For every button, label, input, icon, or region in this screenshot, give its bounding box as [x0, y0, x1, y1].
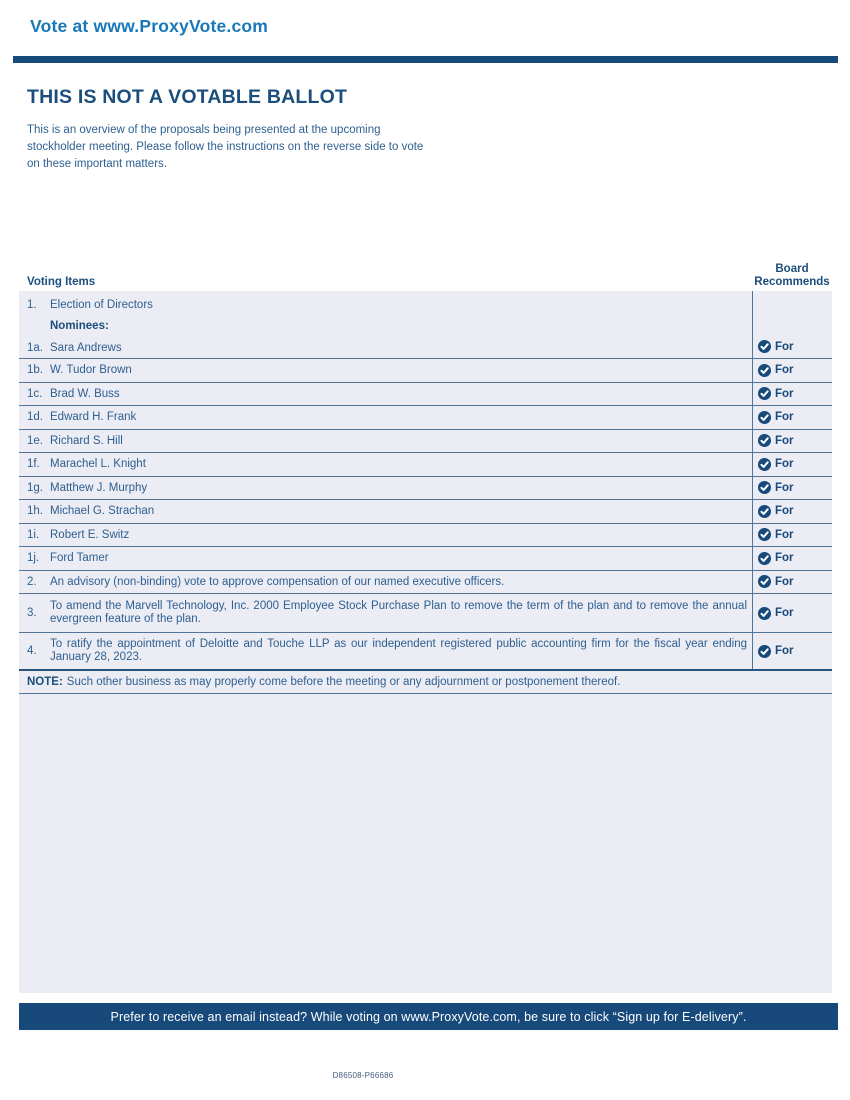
table-row: [19, 500, 832, 524]
item-number: 2.: [27, 575, 37, 588]
check-circle-icon: [758, 607, 771, 620]
recommend-label: For: [775, 387, 794, 400]
check-circle-icon: [758, 364, 771, 377]
nominee-name: Ford Tamer: [50, 552, 109, 565]
item-number: 1.: [27, 299, 37, 311]
edelivery-banner: Prefer to receive an email instead? While voting on www.ProxyVote.com, be sure to click “Sign up for E-delivery”.: [19, 1003, 838, 1030]
intro-paragraph: This is an overview of the proposals being presented at the upcoming stockholder meeting. Please follow the instructions on the reverse side to vote on these important matters.: [27, 124, 424, 170]
item1-cell: [19, 291, 753, 358]
vote-url-heading: Vote at www.ProxyVote.com: [30, 16, 269, 36]
recommend-cell: [753, 430, 832, 453]
header-divider-bar: [13, 56, 838, 63]
recommend-cell: [753, 406, 832, 429]
item-number: 1a.: [27, 342, 43, 354]
item-text: An advisory (non-binding) vote to approve compensation of our named executive officers.: [50, 575, 505, 588]
table-row: [19, 477, 832, 501]
item-number: 1j.: [27, 552, 40, 565]
page-title: THIS IS NOT A VOTABLE BALLOT: [27, 86, 348, 108]
check-circle-icon: [758, 645, 771, 658]
table-empty-area: [19, 694, 832, 993]
recommend-label: For: [775, 528, 794, 541]
recommend-label: For: [775, 505, 794, 518]
nominee-name: Marachel L. Knight: [50, 458, 146, 471]
recommendation: [758, 340, 794, 353]
table-row: [19, 430, 832, 454]
nominee-name: Richard S. Hill: [50, 434, 123, 447]
nominee-name: W. Tudor Brown: [50, 364, 132, 377]
recommend-label: For: [775, 575, 794, 588]
table-row-item3: [19, 594, 832, 633]
table-row: [19, 383, 832, 407]
recommend-label: For: [775, 458, 794, 471]
nominee-name: Robert E. Switz: [50, 528, 130, 541]
recommend-label: For: [775, 552, 794, 565]
recommend-cell: [753, 477, 832, 500]
recommend-label: For: [775, 645, 794, 657]
recommend-cell: [753, 359, 832, 382]
item-text: To ratify the appointment of Deloitte and Touche LLP as our independent registered public accounting firm for the fiscal year ending January 28, 2023.: [50, 637, 747, 663]
nominee-name: Edward H. Frank: [50, 411, 137, 424]
check-circle-icon: [758, 575, 771, 588]
nominee-name: Michael G. Strachan: [50, 505, 155, 518]
nominee-name: Sara Andrews: [50, 342, 122, 354]
note-text: Such other business as may properly come before the meeting or any adjournment or postponement thereof.: [66, 676, 621, 688]
item-number: 1c.: [27, 387, 43, 400]
recommend-cell: [753, 500, 832, 523]
note-label: NOTE:: [27, 676, 63, 688]
nominees-label: Nominees:: [50, 320, 109, 332]
recommend-label: For: [775, 481, 794, 494]
recommend-cell: [753, 594, 832, 632]
item-number: 4.: [27, 645, 37, 657]
table-row-item1-group: [19, 291, 832, 359]
check-circle-icon: [758, 552, 771, 565]
item-number: 1b.: [27, 364, 43, 377]
table-row: [19, 359, 832, 383]
recommend-label: For: [775, 340, 794, 353]
note-row: [19, 671, 832, 694]
table-row: [19, 406, 832, 430]
spacer: [27, 319, 50, 333]
recommend-cell: [753, 453, 832, 476]
item-number: 1i.: [27, 528, 40, 541]
table-row: [19, 547, 832, 571]
document-id: D86508-P66686: [332, 1071, 394, 1080]
recommend-label: For: [775, 411, 794, 424]
check-circle-icon: [758, 387, 771, 400]
check-circle-icon: [758, 411, 771, 424]
recommend-label: For: [775, 607, 794, 619]
voting-items-table: [19, 291, 832, 993]
item-number: 1f.: [27, 458, 40, 471]
table-row-item2: [19, 571, 832, 595]
recommend-cell: [753, 571, 832, 594]
item-number: 1d.: [27, 411, 43, 424]
nominee-name: Brad W. Buss: [50, 387, 120, 400]
recommend-cell: [753, 291, 832, 358]
item-number: 3.: [27, 607, 37, 619]
table-row: [19, 453, 832, 477]
nominee-name: Matthew J. Murphy: [50, 481, 148, 494]
check-circle-icon: [758, 528, 771, 541]
recommend-cell: [753, 524, 832, 547]
item-text: To amend the Marvell Technology, Inc. 2000 Employee Stock Purchase Plan to remove the term of the plan and to remove the annual evergreen feature of the plan.: [50, 599, 747, 625]
item-number: 1g.: [27, 481, 43, 494]
item-number: 1e.: [27, 434, 43, 447]
board-recommends-column-header: Board Recommends: [754, 263, 830, 288]
check-circle-icon: [758, 505, 771, 518]
recommend-cell: [753, 633, 832, 669]
check-circle-icon: [758, 434, 771, 447]
item-text: Election of Directors: [50, 299, 153, 311]
check-circle-icon: [758, 481, 771, 494]
voting-items-column-header: Voting Items: [27, 276, 96, 288]
recommend-label: For: [775, 434, 794, 447]
item-number: 1h.: [27, 505, 43, 518]
recommend-label: For: [775, 364, 794, 377]
table-row: [19, 524, 832, 548]
recommend-cell: [753, 383, 832, 406]
recommend-cell: [753, 547, 832, 570]
check-circle-icon: [758, 458, 771, 471]
check-circle-icon: [758, 340, 771, 353]
table-row-item4: [19, 633, 832, 671]
